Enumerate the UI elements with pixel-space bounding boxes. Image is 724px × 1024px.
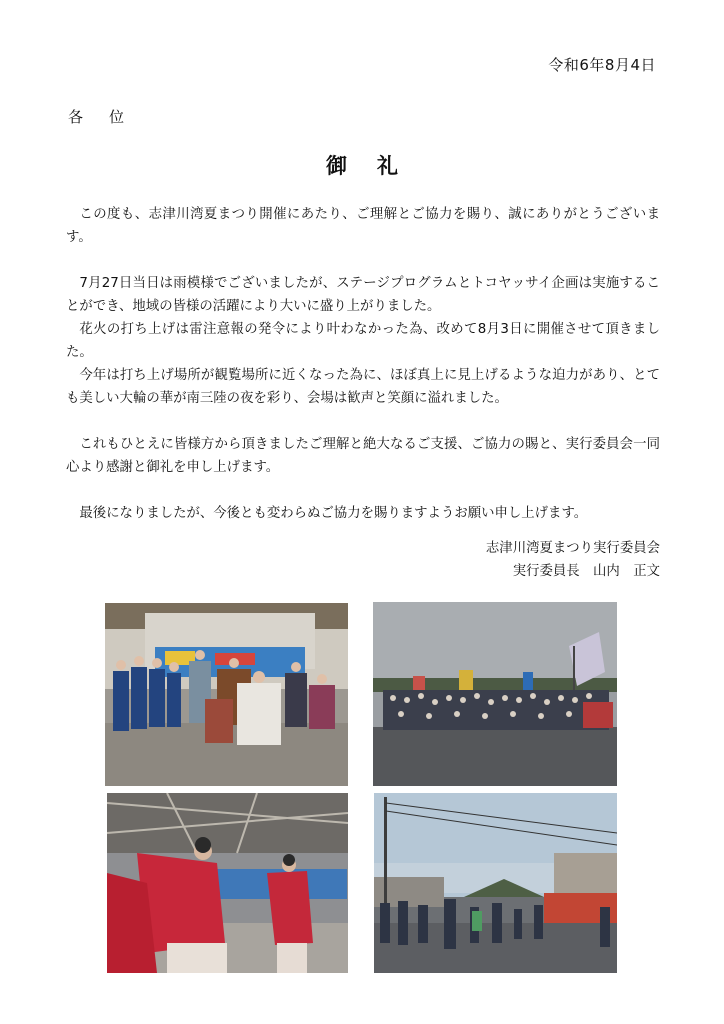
signature-person: 実行委員長 山内 正文 <box>512 564 660 579</box>
document-title: 御礼 <box>326 154 428 178</box>
letter-body <box>66 203 660 525</box>
paragraph-thanks: この度も、志津川湾夏まつり開催にあたり、ご理解とご協力を賜り、誠にありがとうございます。 <box>66 207 660 245</box>
paragraph-fireworks-postponed: 花火の打ち上げは雷注意報の発令により叶わなかった為、改めて8月3日に開催させて頂きました。 <box>66 322 660 360</box>
signature-block <box>486 537 660 583</box>
paragraph-fireworks-report: 今年は打ち上げ場所が観覧場所に近くなった為に、ほぼ真上に見上げるような迫力があり、とても美しい大輪の華が南三陸の夜を彩り、会場は歓声と笑顔に溢れました。 <box>66 368 660 406</box>
stage-group-photo <box>105 603 348 786</box>
paragraph-gratitude: これもひとえに皆様方から頂きましたご理解と絶大なるご支援、ご協力の賜と、実行委員会一同心より感謝と御礼を申し上げます。 <box>66 437 660 475</box>
document-date: 令和6年8月4日 <box>548 56 656 74</box>
recipients-line: 各位 <box>68 108 151 126</box>
dancers-photo <box>107 793 348 973</box>
street-crowd-photo <box>374 793 617 973</box>
paragraph-event-day: 7月27日当日は雨模様でございましたが、ステージプログラムとトコヤッサイ企画は実施することができ、地域の皆様の活躍により大いに盛り上がりました。 <box>66 276 660 314</box>
paragraph-closing: 最後になりましたが、今後とも変わらぬご協力を賜りますようお願い申し上げます。 <box>79 506 588 521</box>
signature-organization: 志津川湾夏まつり実行委員会 <box>485 541 660 556</box>
outdoor-group-photo <box>373 602 617 786</box>
